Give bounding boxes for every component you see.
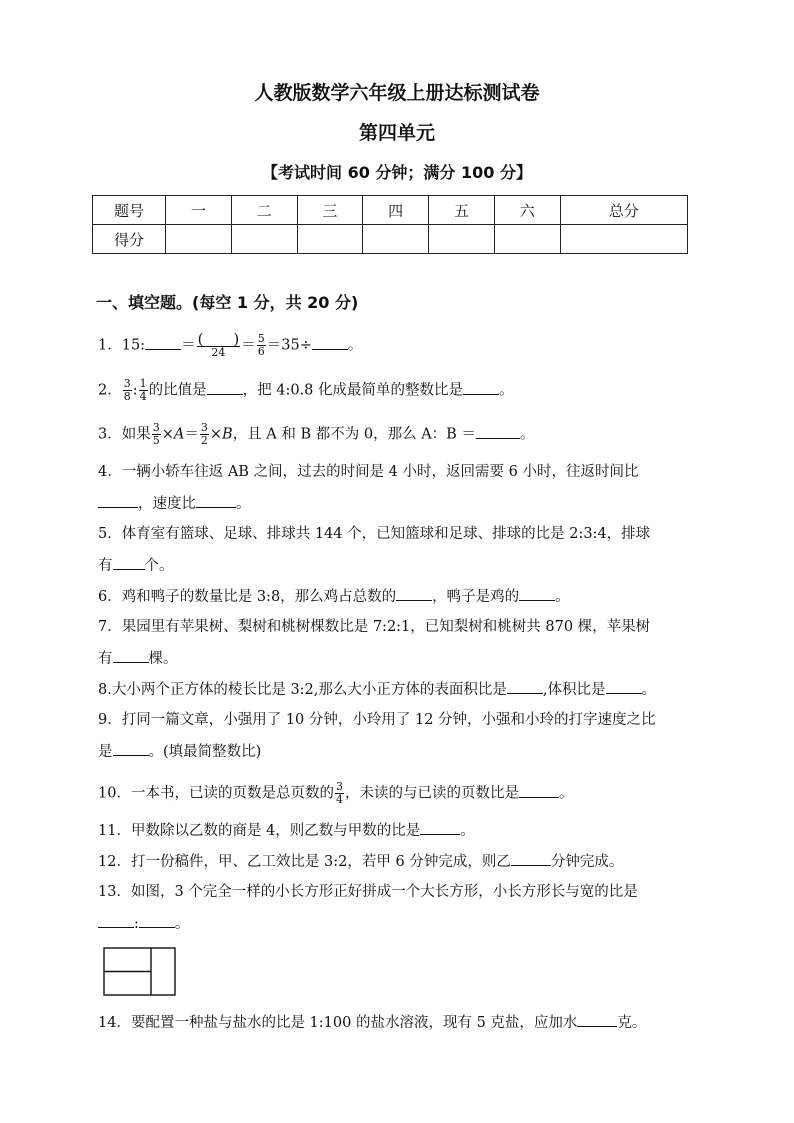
fraction-numerator: ( ) <box>197 330 240 348</box>
fraction-numerator: 3 <box>335 780 343 793</box>
answer-blank <box>98 913 134 928</box>
score-cell: 二 <box>231 196 297 225</box>
question-5 <box>98 524 650 544</box>
q1-end: 。 <box>347 337 363 354</box>
q6-mid: ，鸭子是鸡的 <box>432 589 520 605</box>
score-cell: 五 <box>429 196 495 225</box>
question-8 <box>98 679 656 700</box>
question-9 <box>98 710 656 730</box>
answer-blank <box>207 380 243 395</box>
question-4-line2 <box>98 493 251 514</box>
q8-pre: 8.大小两个正方体的棱长比是 3:2,那么大小正方体的表面积比是 <box>98 682 507 698</box>
equals-sign: ＝ <box>184 426 199 443</box>
answer-blank <box>420 820 460 835</box>
fraction-denominator: 6 <box>257 345 265 358</box>
score-cell: 总分 <box>560 196 687 225</box>
q5-line1: 5．体育室有篮球、足球、排球共 144 个，已知篮球和足球、排球的比是 2:3:4，排球 <box>98 526 651 542</box>
answer-blank <box>507 679 543 694</box>
q12-end: 分钟完成。 <box>550 854 624 870</box>
equals-sign: ＝ <box>181 337 196 354</box>
answer-blank <box>396 586 432 601</box>
q7-end: 棵。 <box>148 651 178 667</box>
q4-end: 。 <box>236 496 251 512</box>
fraction-numerator: 1 <box>139 377 147 390</box>
fraction-denominator: 8 <box>123 390 131 403</box>
exam-title: 人教版数学六年级上册达标测试卷 <box>254 82 540 104</box>
score-input-cell <box>297 225 363 254</box>
q9-pre: 是 <box>98 744 113 760</box>
score-input-cell <box>560 225 687 254</box>
fraction-denominator: 5 <box>152 434 160 447</box>
q2-end: 。 <box>499 382 514 399</box>
q7-pre: 有 <box>98 651 113 667</box>
fraction-denominator: 2 <box>200 434 208 447</box>
question-3 <box>98 422 534 447</box>
q5-end: 个。 <box>144 558 174 574</box>
q10-fraction <box>335 781 344 806</box>
q9-line1: 9．打同一篇文章，小强用了 10 分钟，小玲用了 12 分钟，小强和小玲的打字速度之比 <box>98 712 656 728</box>
q1-fraction <box>257 333 266 358</box>
q1-prefix: 1．15: <box>98 337 146 354</box>
fraction-denominator: 24 <box>211 346 226 359</box>
question-6 <box>98 586 570 607</box>
q10-end: 。 <box>558 785 574 802</box>
answer-blank <box>196 493 236 508</box>
question-1 <box>98 332 362 359</box>
q14-end: 克。 <box>617 1015 647 1031</box>
q5-pre: 有 <box>98 558 113 574</box>
question-11 <box>98 820 475 841</box>
q4-text: ，速度比 <box>138 496 196 512</box>
fraction-numerator: 3 <box>200 421 208 434</box>
q3-fraction-a <box>152 422 161 447</box>
q3-text: ，且 A 和 B 都不为 0，那么 A：B ＝ <box>232 426 476 443</box>
question-13-line2 <box>98 913 189 934</box>
answer-blank <box>511 851 551 866</box>
question-7-line2 <box>98 648 178 669</box>
q3-prefix: 3．如果 <box>98 426 151 443</box>
fraction-numerator: 5 <box>257 332 265 345</box>
score-table <box>92 195 688 254</box>
answer-blank <box>519 586 555 601</box>
q7-line1: 7．果园里有苹果树、梨树和桃树棵数比是 7:2:1，已知梨树和桃树共 870 棵，苹果树 <box>98 619 651 635</box>
score-input-cell <box>494 225 560 254</box>
q1-fraction-blank <box>197 332 241 359</box>
q1-tail: ＝35÷ <box>266 337 312 354</box>
answer-blank <box>463 380 499 395</box>
q6-end: 。 <box>555 589 570 605</box>
score-table-score-row <box>93 225 688 254</box>
exam-info: 【考试时间 60 分钟；满分 100 分】 <box>262 163 532 182</box>
q13-line1: 13．如图，3 个完全一样的小长方形正好拼成一个大长方形，小长方形长与宽的比是 <box>98 884 638 900</box>
score-cell: 三 <box>297 196 363 225</box>
q3-end: 。 <box>519 426 535 443</box>
answer-blank <box>145 335 181 350</box>
score-cell: 六 <box>494 196 560 225</box>
q11-end: 。 <box>460 823 475 839</box>
q4-line1: 4．一辆小轿车往返 AB 之间，过去的时间是 4 小时，返回需要 6 小时，往返时间比 <box>98 464 639 480</box>
unit-title: 第四单元 <box>358 122 435 144</box>
variable-a: A <box>173 426 185 443</box>
question-5-line2 <box>98 555 174 576</box>
equals-sign: ＝ <box>241 337 256 354</box>
answer-blank <box>139 913 175 928</box>
q8-end: 。 <box>641 682 656 698</box>
question-4 <box>98 462 638 482</box>
answer-blank <box>113 741 149 756</box>
answer-blank <box>519 783 559 798</box>
answer-blank <box>577 1012 617 1027</box>
q6-pre: 6．鸡和鸭子的数量比是 3:8，那么鸡占总数的 <box>98 589 397 605</box>
question-14 <box>98 1012 646 1033</box>
rectangles-figure <box>103 947 177 997</box>
q8-mid: ,体积比是 <box>542 682 606 698</box>
answer-blank <box>113 555 145 570</box>
ratio-colon: : <box>134 916 139 932</box>
fraction-numerator: 3 <box>123 377 131 390</box>
score-input-cell <box>363 225 429 254</box>
question-10 <box>98 781 573 806</box>
q3-fraction-b <box>200 422 209 447</box>
q11-pre: 11．甲数除以乙数的商是 4，则乙数与甲数的比是 <box>98 823 421 839</box>
variable-b: B <box>222 426 233 443</box>
question-9-line2 <box>98 741 261 762</box>
answer-blank <box>606 679 642 694</box>
score-cell: 四 <box>363 196 429 225</box>
answer-blank <box>113 648 149 663</box>
fraction-denominator: 4 <box>335 793 343 806</box>
score-table-header-row <box>93 196 688 225</box>
question-13 <box>98 882 638 902</box>
score-cell: 得分 <box>93 225 166 254</box>
question-12 <box>98 851 623 872</box>
q2-fraction-a <box>123 378 132 403</box>
q2-text: 的比值是 <box>148 382 207 399</box>
q2-prefix: 2． <box>98 382 122 399</box>
times-sign: × <box>161 426 174 443</box>
question-2 <box>98 378 514 403</box>
score-input-cell <box>429 225 495 254</box>
q2-text2: ，把 4:0.8 化成最简单的整数比是 <box>242 382 464 399</box>
q10-mid: ，未读的与已读的页数比是 <box>344 785 519 802</box>
score-input-cell <box>166 225 232 254</box>
q10-pre: 10．一本书，已读的页数是总页数的 <box>98 785 334 802</box>
q9-end: 。(填最简整数比) <box>148 744 262 760</box>
section-heading: 一、填空题。(每空 1 分，共 20 分) <box>96 293 359 312</box>
q12-pre: 12．打一份稿件，甲、乙工效比是 3:2，若甲 6 分钟完成，则乙 <box>98 854 511 870</box>
score-input-cell <box>231 225 297 254</box>
question-7 <box>98 617 650 637</box>
q13-end: 。 <box>174 916 190 932</box>
fraction-numerator: 3 <box>152 421 160 434</box>
times-sign: × <box>209 426 223 443</box>
score-cell: 题号 <box>93 196 166 225</box>
q14-pre: 14．要配置一种盐与盐水的比是 1:100 的盐水溶液，现有 5 克盐，应加水 <box>98 1015 578 1031</box>
q2-fraction-b <box>139 378 148 403</box>
answer-blank <box>476 424 520 439</box>
score-cell: 一 <box>166 196 232 225</box>
answer-blank <box>312 335 348 350</box>
ratio-colon: : <box>132 382 138 399</box>
fraction-denominator: 4 <box>139 390 147 403</box>
answer-blank <box>98 493 138 508</box>
